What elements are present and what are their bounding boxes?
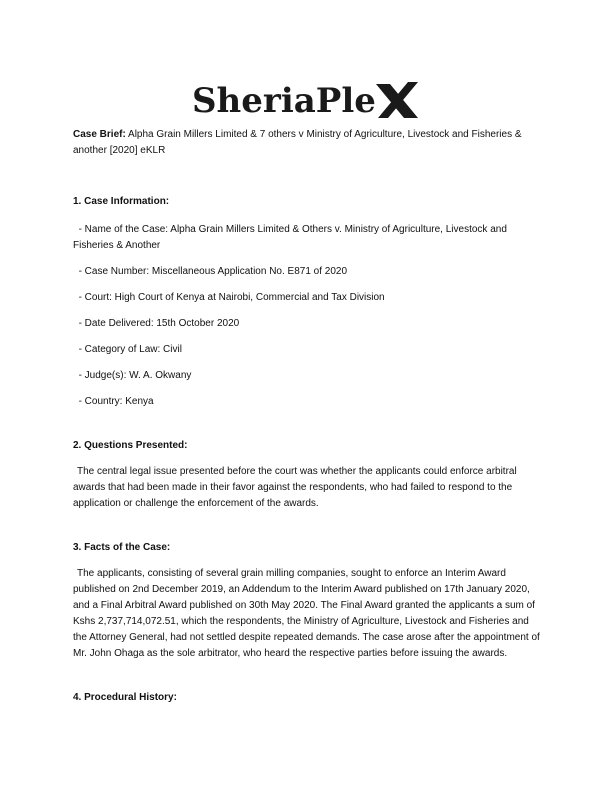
logo-wordmark: SheriaPle <box>192 81 376 121</box>
case-information-list <box>73 222 543 410</box>
case-brief-label: Case Brief: <box>73 129 126 140</box>
logo-x-mark <box>376 82 418 118</box>
info-court: - Court: High Court of Kenya at Nairobi, Commercial and Tax Division <box>73 292 385 303</box>
document-body <box>73 127 543 706</box>
section-heading-procedural-history: 4. Procedural History: <box>73 692 177 703</box>
info-date-delivered: - Date Delivered: 15th October 2020 <box>73 318 240 329</box>
section-heading-questions: 2. Questions Presented: <box>73 440 188 451</box>
facts-paragraph: The applicants, consisting of several grain milling companies, sought to enforce an Interim Award published on 2nd December 2019, an Addendum to the Interim Award published on 17th January 2020, and a Final Arbitral Award published on 30th May 2020. The Final Award granted the applicants a sum of Kshs 2,737,714,072.51, which the respondents, the Ministry of Agriculture, Livestock and Fisheries and the Attorney General, had not settled despite repeated demands. The case arose after the appointment of Mr. John Ohaga as the sole arbitrator, who heard the respective parties before issuing the awards. <box>73 568 540 659</box>
section-heading-case-information: 1. Case Information: <box>73 196 170 207</box>
info-case-name: - Name of the Case: Alpha Grain Millers Limited & Others v. Ministry of Agriculture, Livestock and Fisheries & Another <box>73 224 510 251</box>
logo-graphic <box>186 74 426 124</box>
info-category-of-law: - Category of Law: Civil <box>73 344 182 355</box>
questions-paragraph: The central legal issue presented before the court was whether the applicants could enforce arbitral awards that had been made in their favor against the respondents, who had failed to respond to the application or challenge the enforcement of the awards. <box>73 466 517 509</box>
section-heading-facts: 3. Facts of the Case: <box>73 542 171 553</box>
case-brief-title: Alpha Grain Millers Limited & 7 others v Ministry of Agriculture, Livestock and Fisheries & another [2020] eKLR <box>73 129 522 156</box>
info-judges: - Judge(s): W. A. Okwany <box>73 370 192 381</box>
info-case-number: - Case Number: Miscellaneous Application No. E871 of 2020 <box>73 266 348 277</box>
sheriaplex-logo <box>0 74 612 124</box>
info-country: - Country: Kenya <box>73 396 154 407</box>
case-brief <box>73 127 543 159</box>
